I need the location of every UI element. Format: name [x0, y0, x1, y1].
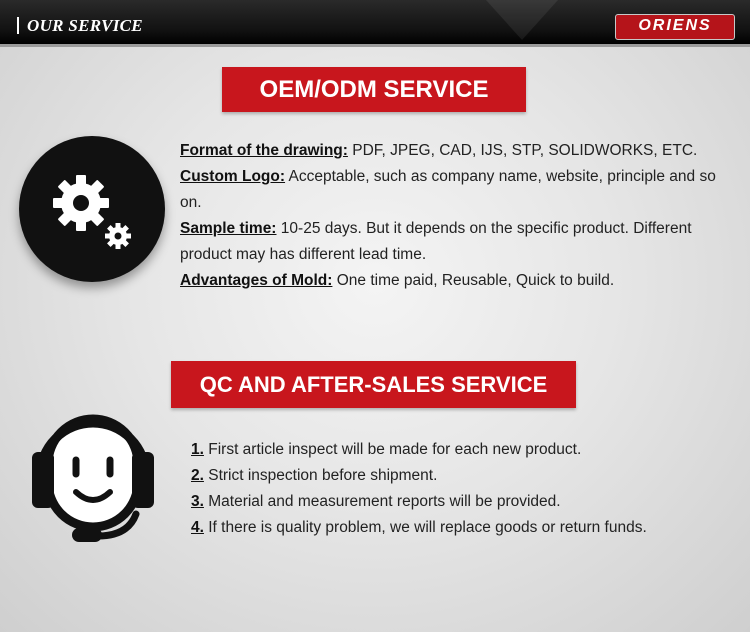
- page-title: OUR SERVICE: [27, 16, 143, 35]
- oem-item: [180, 164, 740, 216]
- oem-item: [180, 268, 740, 294]
- list-item-text: Material and measurement reports will be provided.: [203, 493, 561, 510]
- qc-section-title: QC AND AFTER-SALES SERVICE: [171, 361, 576, 408]
- oem-item-label: Advantages of Mold:: [180, 272, 333, 289]
- list-item-text: Strict inspection before shipment.: [203, 467, 438, 484]
- qc-list: [191, 437, 731, 541]
- oem-item: [180, 216, 740, 268]
- list-item: [191, 437, 731, 463]
- header-decoration: [486, 0, 558, 40]
- oem-section-title: OEM/ODM SERVICE: [222, 67, 526, 112]
- oem-details: [180, 138, 740, 294]
- list-item-text: If there is quality problem, we will replace goods or return funds.: [203, 519, 647, 536]
- title-divider: [17, 17, 19, 34]
- list-item-number: 1.: [191, 441, 204, 458]
- list-item-text: First article inspect will be made for each new product.: [203, 441, 582, 458]
- list-item: [191, 463, 731, 489]
- oem-item: [180, 138, 740, 164]
- oem-item-text: PDF, JPEG, CAD, IJS, STP, SOLIDWORKS, ETC.: [347, 142, 698, 159]
- oem-item-label: Format of the drawing:: [180, 142, 348, 159]
- header-bar: [0, 0, 750, 47]
- oem-item-text: Acceptable, such as company name, website, principle and so on.: [180, 168, 716, 211]
- list-item-number: 4.: [191, 519, 204, 536]
- headset-icon: [28, 404, 158, 544]
- oem-item-text: 10-25 days. But it depends on the specific product. Different product may has different lead time.: [180, 220, 692, 263]
- list-item: [191, 515, 731, 541]
- brand-logo: ORIENS: [615, 14, 735, 40]
- oem-item-text: One time paid, Reusable, Quick to build.: [332, 272, 615, 289]
- list-item: [191, 489, 731, 515]
- list-item-number: 3.: [191, 493, 204, 510]
- list-item-number: 2.: [191, 467, 204, 484]
- gears-icon: [19, 136, 165, 282]
- oem-item-label: Custom Logo:: [180, 168, 286, 185]
- oem-item-label: Sample time:: [180, 220, 277, 237]
